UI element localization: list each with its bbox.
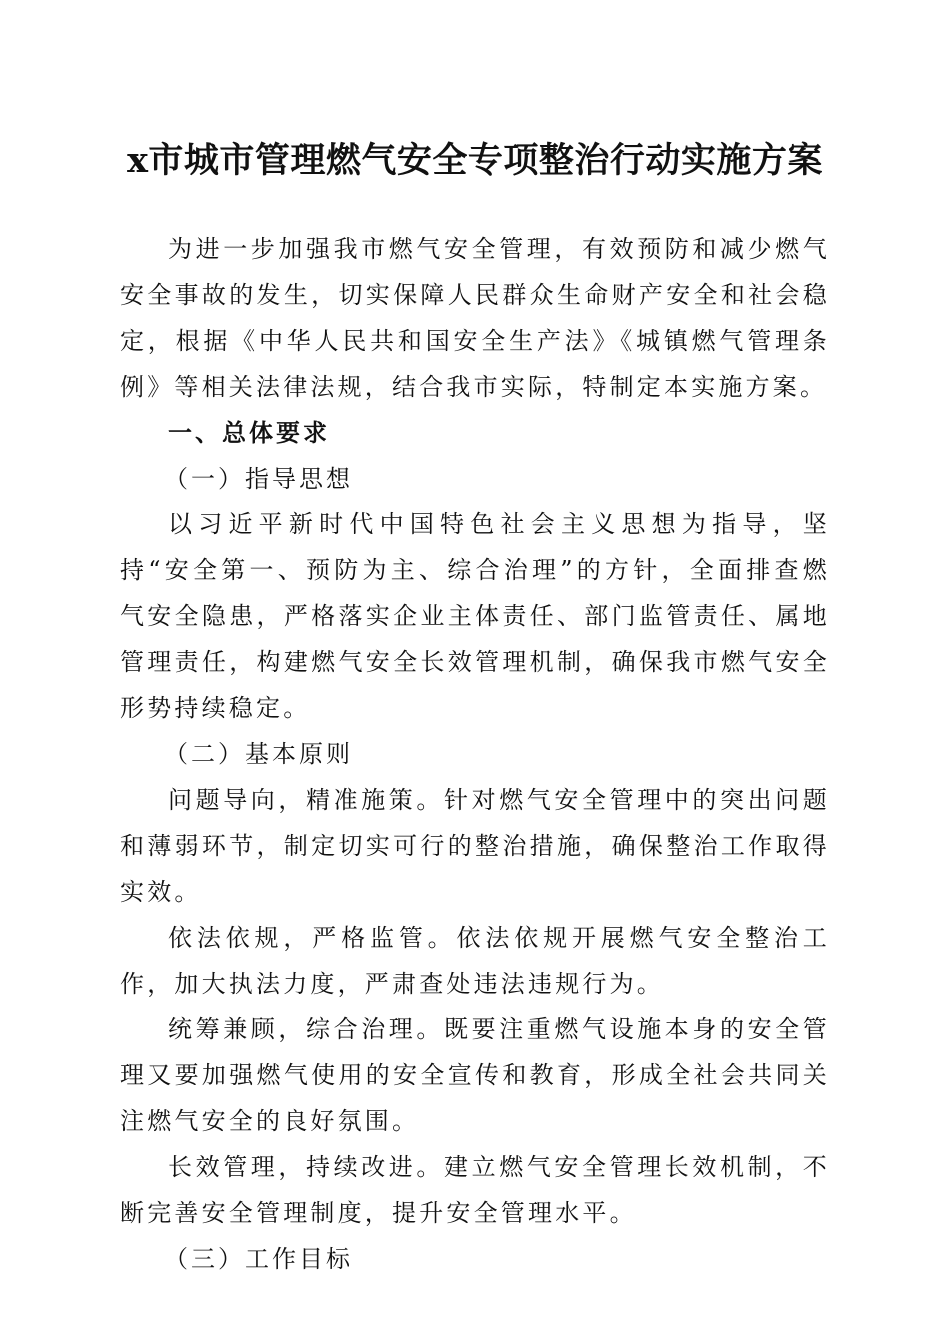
document-body bbox=[120, 227, 830, 1283]
subsection-heading-basic-principles: （二）基本原则 bbox=[164, 739, 353, 768]
principle-paragraph-problem-oriented: 问题导向，精准施策。针对燃气安全管理中的突出问题和薄弱环节，制定切实可行的整治措施，确保整治工作取得实效。 bbox=[120, 785, 830, 906]
intro-paragraph: 为进一步加强我市燃气安全管理，有效预防和减少燃气安全事故的发生，切实保障人民群众生命财产安全和社会稳定，根据《中华人民共和国安全生产法》《城镇燃气管理条例》等相关法律法规，结合我市实际，特制定本实施方案。 bbox=[120, 235, 830, 401]
principle-paragraph-law-based: 依法依规，严格监管。依法依规开展燃气安全整治工作，加大执法力度，严肃查处违法违规行为。 bbox=[120, 923, 830, 998]
section-heading-overall-requirements: 一、总体要求 bbox=[168, 418, 330, 447]
principle-paragraph-comprehensive: 统筹兼顾，综合治理。既要注重燃气设施本身的安全管理又要加强燃气使用的安全宣传和教育，形成全社会共同关注燃气安全的良好氛围。 bbox=[120, 1015, 830, 1136]
subsection-heading-work-goals: （三）工作目标 bbox=[164, 1244, 353, 1273]
guiding-ideology-paragraph: 以习近平新时代中国特色社会主义思想为指导，坚持“安全第一、预防为主、综合治理”的方针，全面排查燃气安全隐患，严格落实企业主体责任、部门监管责任、属地管理责任，构建燃气安全长效管理机制，确保我市燃气安全形势持续稳定。 bbox=[120, 510, 830, 723]
subsection-heading-guiding-ideology: （一）指导思想 bbox=[164, 464, 353, 493]
principle-paragraph-long-term: 长效管理，持续改进。建立燃气安全管理长效机制，不断完善安全管理制度，提升安全管理水平。 bbox=[120, 1153, 830, 1228]
document-title: x市城市管理燃气安全专项整治行动实施方案 bbox=[127, 140, 823, 181]
